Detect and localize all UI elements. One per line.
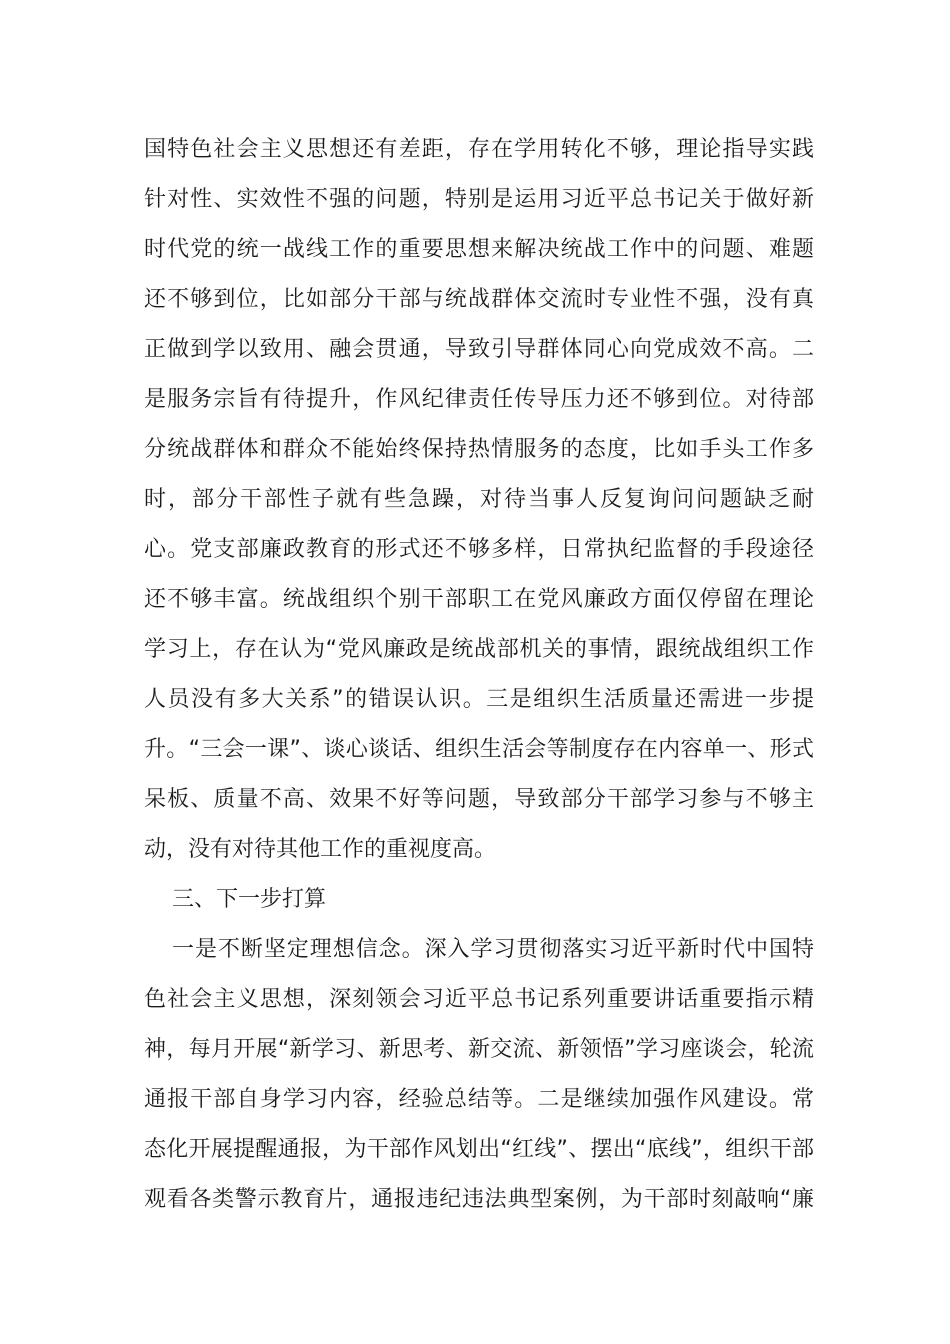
body-text-line: 升。“三会一课”、谈心谈话、组织生活会等制度存在内容单一、形式 [144, 737, 814, 762]
body-text-line: 正做到学以致用、融会贯通，导致引导群体同心向党成效不高。二 [144, 337, 814, 362]
body-text-line: 还不够丰富。统战组织个别干部职工在党风廉政方面仅停留在理论 [144, 587, 814, 612]
body-text-line: 色社会主义思想，深刻领会习近平总书记系列重要讲话重要指示精 [144, 987, 814, 1012]
section-heading: 三、下一步打算 [172, 887, 327, 912]
body-text-line: 还不够到位，比如部分干部与统战群体交流时专业性不强，没有真 [144, 287, 814, 312]
body-text-line: 学习上，存在认为“党风廉政是统战部机关的事情，跟统战组织工作 [144, 637, 814, 662]
body-text-line: 态化开展提醒通报，为干部作风划出“红线”、摆出“底线”，组织干部 [144, 1137, 814, 1162]
body-text-line: 呆板、质量不高、效果不好等问题，导致部分干部学习参与不够主 [144, 787, 814, 812]
body-text-line: 时，部分干部性子就有些急躁，对待当事人反复询问问题缺乏耐 [144, 487, 814, 512]
body-text-line: 通报干部自身学习内容，经验总结等。二是继续加强作风建设。常 [144, 1087, 814, 1112]
body-text-line: 针对性、实效性不强的问题，特别是运用习近平总书记关于做好新 [144, 187, 814, 212]
body-text-line: 动，没有对待其他工作的重视度高。 [144, 837, 497, 862]
body-text-line: 观看各类警示教育片，通报违纪违法典型案例，为干部时刻敲响“廉 [144, 1187, 814, 1212]
body-text-line: 是服务宗旨有待提升，作风纪律责任传导压力还不够到位。对待部 [144, 387, 814, 412]
body-text-line: 一是不断坚定理想信念。深入学习贯彻落实习近平新时代中国特 [172, 937, 814, 962]
body-text-line: 人员没有多大关系”的错误认识。三是组织生活质量还需进一步提 [144, 687, 814, 712]
body-text-line: 时代党的统一战线工作的重要思想来解决统战工作中的问题、难题 [144, 237, 814, 262]
body-text-line: 心。党支部廉政教育的形式还不够多样，日常执纪监督的手段途径 [144, 537, 814, 562]
body-text-line: 国特色社会主义思想还有差距，存在学用转化不够，理论指导实践 [144, 137, 814, 162]
body-text-line: 分统战群体和群众不能始终保持热情服务的态度，比如手头工作多 [144, 437, 814, 462]
body-text-line: 神，每月开展“新学习、新思考、新交流、新领悟”学习座谈会，轮流 [144, 1037, 814, 1062]
